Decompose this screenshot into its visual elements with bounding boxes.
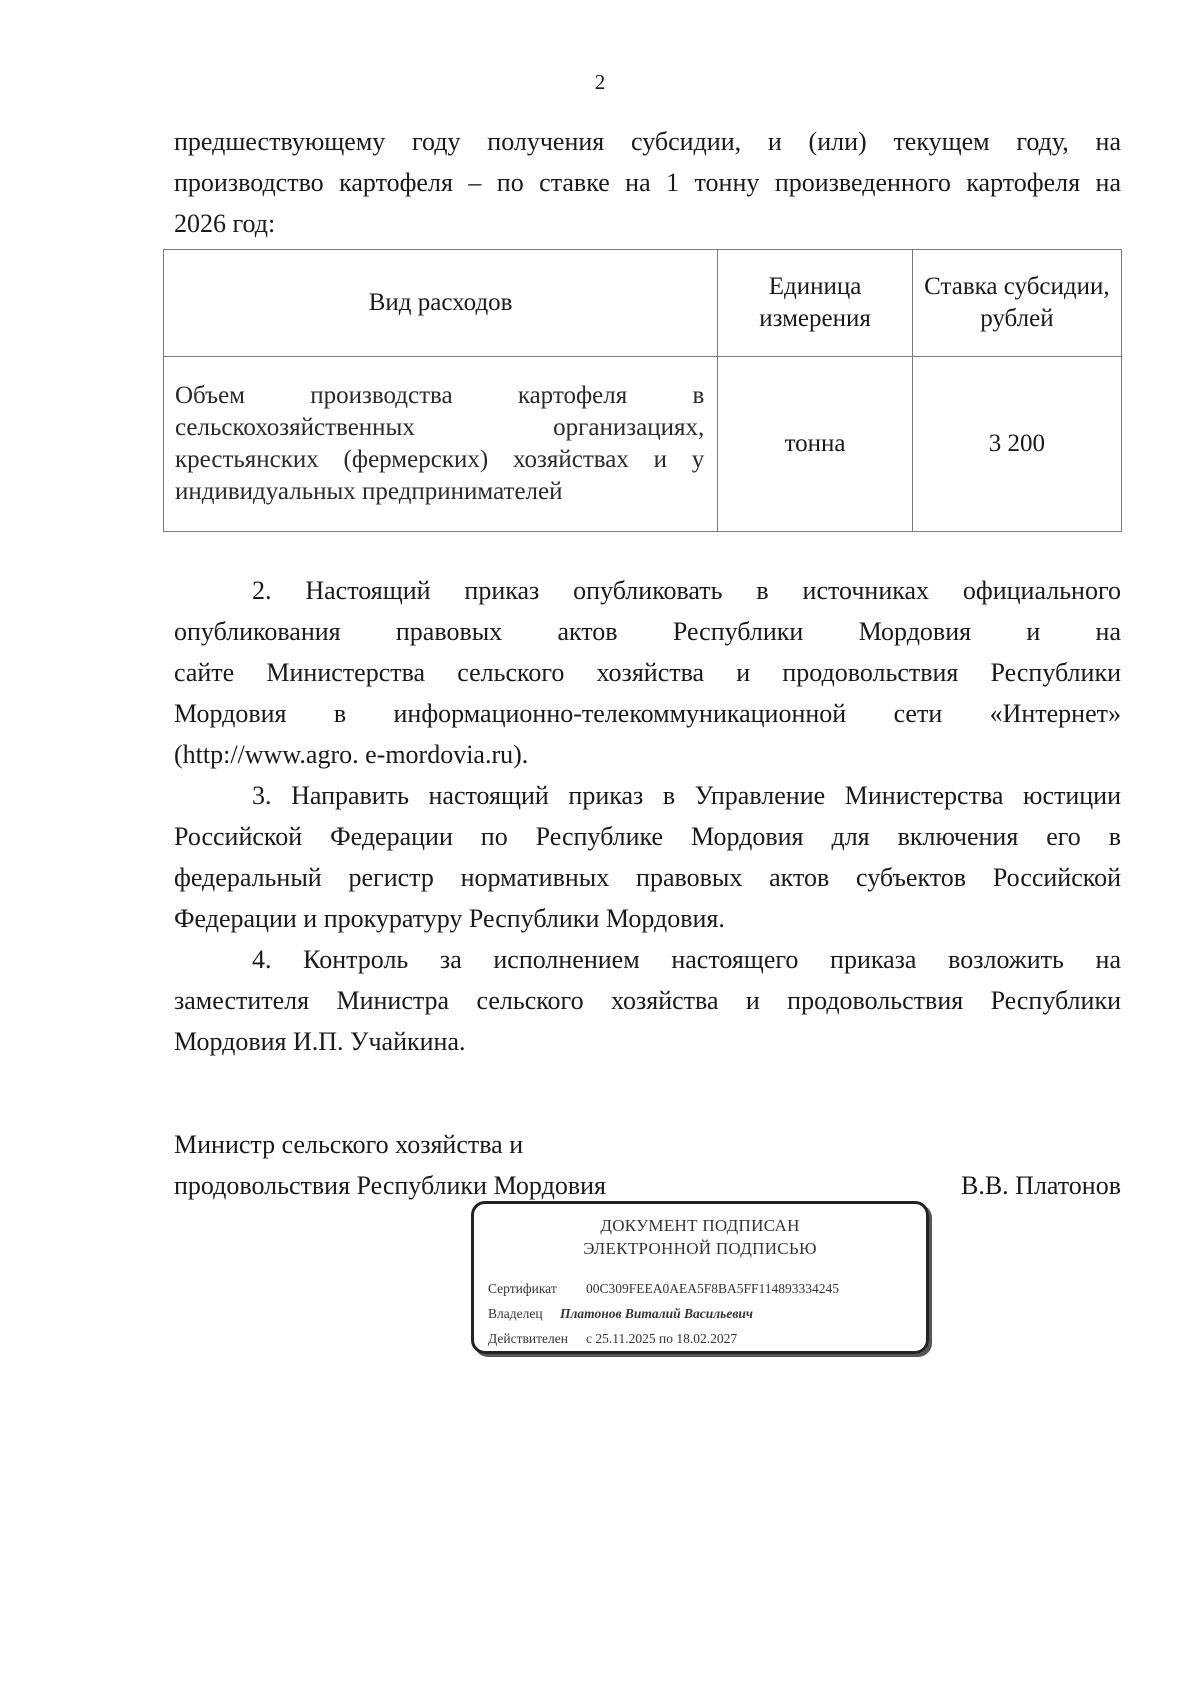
electronic-signature-stamp	[471, 1201, 929, 1354]
paragraph-line: 3. Направить настоящий приказ в Управление Министерства юстиции	[252, 781, 1121, 810]
stamp-owner-value: Платонов Виталий Васильевич	[560, 1306, 753, 1321]
header-rate: Ставка субсидии, рублей	[912, 250, 1121, 357]
paragraph-line: 4. Контроль за исполнением настоящего приказа возложить на	[252, 945, 1121, 974]
signature-row	[174, 1165, 1121, 1206]
signer-position-line: Министр сельского хозяйства и	[174, 1130, 524, 1159]
paragraph-line: сайте Министерства сельского хозяйства и продовольствия Республики	[174, 658, 1121, 687]
stamp-owner-label: Владелец	[488, 1306, 543, 1321]
table-header-row	[164, 250, 1122, 357]
paragraph-line: Федерации и прокуратуру Республики Мордовия.	[174, 904, 725, 933]
stamp-valid-label: Действителен	[488, 1331, 568, 1346]
page-number: 2	[594, 70, 606, 94]
paragraph-line: (http://www.agro. e-mordovia.ru).	[174, 740, 529, 769]
stamp-owner-row	[488, 1301, 926, 1326]
table-row	[164, 357, 1122, 532]
cell-unit: тонна	[718, 357, 913, 532]
paragraph-line: федеральный регистр нормативных правовых актов субъектов Российской	[174, 863, 1121, 892]
stamp-certificate-value: 00C309FEEA0AEA5F8BA5FF114893334245	[586, 1281, 840, 1296]
stamp-valid-row	[488, 1326, 926, 1351]
stamp-certificate-label: Сертификат	[488, 1281, 557, 1296]
cell-description: Объем производства картофеля в сельскохозяйственных организациях, крестьянских (фермерских) хозяйствах и у индивидуальных предпринимателей	[164, 357, 718, 532]
stamp-title-line: ДОКУМЕНТ ПОДПИСАН	[600, 1216, 800, 1235]
signer-name: В.В. Платонов	[960, 1171, 1121, 1200]
stamp-valid-value: с 25.11.2025 по 18.02.2027	[586, 1331, 738, 1346]
intro-line: производство картофеля – по ставке на 1 тонну произведенного картофеля на	[174, 168, 1121, 197]
signature-block	[174, 1124, 1121, 1206]
stamp-title	[474, 1214, 926, 1260]
stamp-title-line: ЭЛЕКТРОННОЙ ПОДПИСЬЮ	[583, 1239, 817, 1258]
paragraph-line: Мордовия в информационно-телекоммуникационной сети «Интернет»	[174, 699, 1121, 728]
signer-position-line: продовольствия Республики Мордовия	[174, 1171, 606, 1200]
header-expense-type: Вид расходов	[164, 250, 718, 357]
paragraph-line: Мордовия И.П. Учайкина.	[174, 1027, 466, 1056]
subsidy-rate-table	[163, 249, 1122, 532]
paragraph-2	[174, 570, 1121, 775]
paragraph-4	[174, 939, 1121, 1062]
paragraph-line: заместителя Министра сельского хозяйства и продовольствия Республики	[174, 986, 1121, 1015]
intro-paragraph	[174, 121, 1121, 244]
stamp-certificate-row	[488, 1276, 926, 1301]
paragraph-line: Российской Федерации по Республике Мордовия для включения его в	[174, 822, 1121, 851]
stamp-details	[488, 1276, 926, 1351]
cell-rate: 3 200	[912, 357, 1121, 532]
intro-line: предшествующему году получения субсидии, и (или) текущем году, на	[174, 127, 1121, 156]
intro-line: 2026 год:	[174, 209, 276, 238]
paragraph-line: опубликования правовых актов Республики Мордовия и на	[174, 617, 1121, 646]
header-unit: Единица измерения	[718, 250, 913, 357]
paragraph-line: 2. Настоящий приказ опубликовать в источниках официального	[252, 576, 1121, 605]
paragraph-3	[174, 775, 1121, 939]
